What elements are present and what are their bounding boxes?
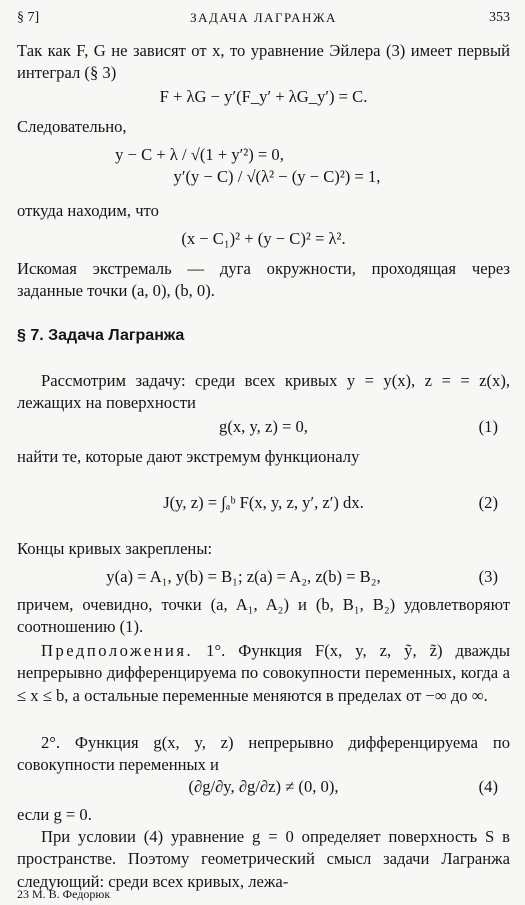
- footer-signature: 23 М. В. Федорюк: [17, 887, 111, 901]
- paragraph-find: найти те, которые дают экстремум функционалу: [17, 447, 360, 466]
- assumptions-label: Предположения.: [41, 641, 194, 660]
- equation-1: g(x, y, z) = 0, (1): [17, 416, 510, 444]
- paragraph-assumption-1: Предположения. 1°. Функция F(x, y, z, ỹ, z̃) дважды непрерывно дифференцируема по совокупности переменных, когда a ≤ x ≤ b, а остальные переменные меняются в пределах от −∞ до ∞.: [17, 641, 510, 705]
- running-header: [17, 7, 510, 27]
- equation-number-4: (4): [478, 777, 498, 796]
- equation-3: y(a) = A₁, y(b) = B₁; z(a) = A₂, z(b) = B₂, (3): [17, 566, 510, 594]
- header-title: ЗАДАЧА ЛАГРАНЖА: [190, 10, 337, 25]
- paragraph-extremal: Искомая экстремаль — дуга окружности, проходящая через заданные точки (a, 0), (b, 0).: [17, 259, 510, 301]
- header-section: § 7]: [17, 10, 40, 25]
- equation-4: (∂g/∂y, ∂g/∂z) ≠ (0, 0), (4): [17, 770, 510, 810]
- equation-number-2: (2): [478, 493, 498, 512]
- equation-circle: (x − C₁)² + (y − C)² = λ².: [181, 229, 346, 248]
- paragraph-therefore: Следовательно,: [17, 117, 127, 136]
- equation-2a: y − C + λ / √(1 + y′²) = 0,: [115, 145, 284, 164]
- paragraph-euler: Так как F, G не зависят от x, то уравнение Эйлера (3) имеет первый интеграл (§ 3): [17, 41, 510, 83]
- equation-first-integral: F + λG − y′(F_y′ + λG_y′) = C.: [159, 87, 368, 106]
- equation-system: [17, 144, 510, 188]
- page-number: 353: [489, 10, 510, 25]
- equation-number-3: (3): [478, 567, 498, 586]
- paragraph-if: если g = 0.: [17, 805, 92, 824]
- equation-number-1: (1): [478, 417, 498, 436]
- paragraph-geometric-meaning: При условии (4) уравнение g = 0 определяет поверхность S в пространстве. Поэтому геометрический смысл задачи Лагранжа следующий: среди всех кривых, лежа-: [17, 827, 510, 891]
- section-heading: § 7. Задача Лагранжа: [17, 327, 185, 344]
- paragraph-points: причем, очевидно, точки (a, A₁, A₂) и (b, B₁, B₂) удовлетворяют соотношению (1).: [17, 595, 510, 637]
- paragraph-endpoints: Концы кривых закреплены:: [17, 539, 213, 558]
- equation-2b: y′(y − C) / √(λ² − (y − C)²) = 1,: [173, 167, 381, 186]
- paragraph-assumption-2: 2°. Функция g(x, y, z) непрерывно дифференцируема по совокупности переменных и: [17, 733, 510, 775]
- equation-2: J(y, z) = ∫ₐᵇ F(x, y, z, y′, z′) dx. (2): [17, 484, 510, 524]
- paragraph-problem: Рассмотрим задачу: среди всех кривых y = y(x), z = = z(x), лежащих на поверхности: [17, 371, 510, 413]
- book-page: [17, 0, 510, 900]
- paragraph-whence: откуда находим, что: [17, 201, 159, 220]
